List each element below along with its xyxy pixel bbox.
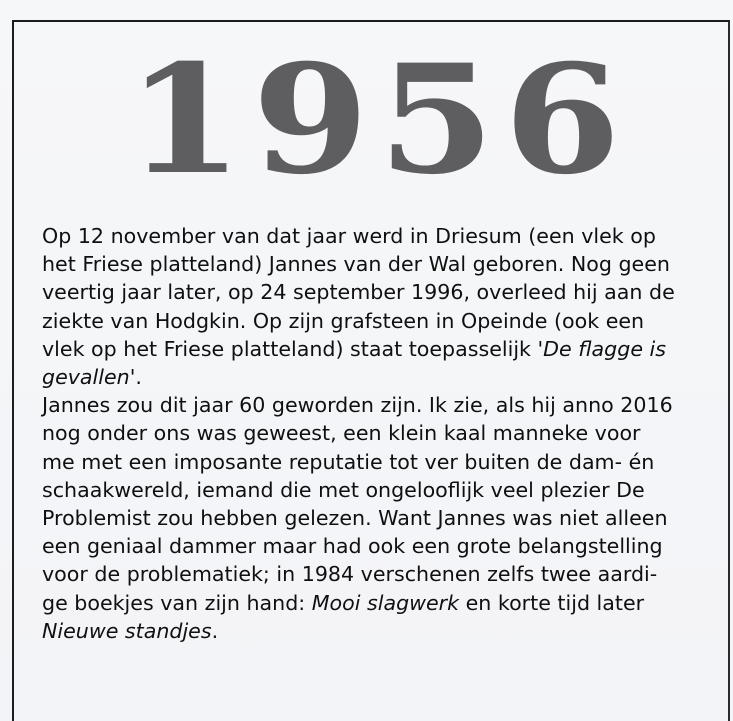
text-line: me met een imposante reputatie tot ver buiten de dam- én xyxy=(42,449,655,474)
book-title: Mooi slagwerk xyxy=(311,590,460,615)
text-line: vlek op het Friese platteland) staat toepasselijk 'De flagge is xyxy=(42,336,666,361)
text-line: schaakwereld, iemand die met ongelooflijk veel plezier De xyxy=(42,477,645,502)
text-line: Nieuwe standjes. xyxy=(42,618,219,643)
text-line: nog onder ons was geweest, een klein kaal manneke voor xyxy=(42,421,641,446)
text-line: veertig jaar later, op 24 september 1996, overleed hij aan de xyxy=(42,280,675,305)
text-line: ge boekjes van zijn hand: Mooi slagwerk en korte tijd later xyxy=(42,590,645,615)
text-line: Problemist zou hebben gelezen. Want Jannes was niet alleen xyxy=(42,506,668,531)
italic-quote: gevallen' xyxy=(42,365,136,390)
text-line: Op 12 november van dat jaar werd in Driesum (een vlek op xyxy=(42,224,656,248)
book-title: Nieuwe standjes xyxy=(42,618,212,643)
year-heading: 1956 xyxy=(126,32,630,208)
text-line: een geniaal dammer maar had ook een grote belangstelling xyxy=(42,534,663,559)
article-body xyxy=(42,222,712,645)
text-line: gevallen'. xyxy=(42,365,142,390)
text-line: ziekte van Hodgkin. Op zijn grafsteen in Opeinde (ook een xyxy=(42,308,645,333)
paragraph-2 xyxy=(42,391,712,645)
text-line: voor de problematiek; in 1984 verschenen zelfs twee aardi- xyxy=(42,562,658,587)
italic-quote: 'De flagge is xyxy=(537,336,666,361)
paragraph-1 xyxy=(42,222,712,391)
text-line: het Friese platteland) Jannes van der Wal geboren. Nog geen xyxy=(42,252,670,277)
text-line: Jannes zou dit jaar 60 geworden zijn. Ik zie, als hij anno 2016 xyxy=(42,393,673,418)
